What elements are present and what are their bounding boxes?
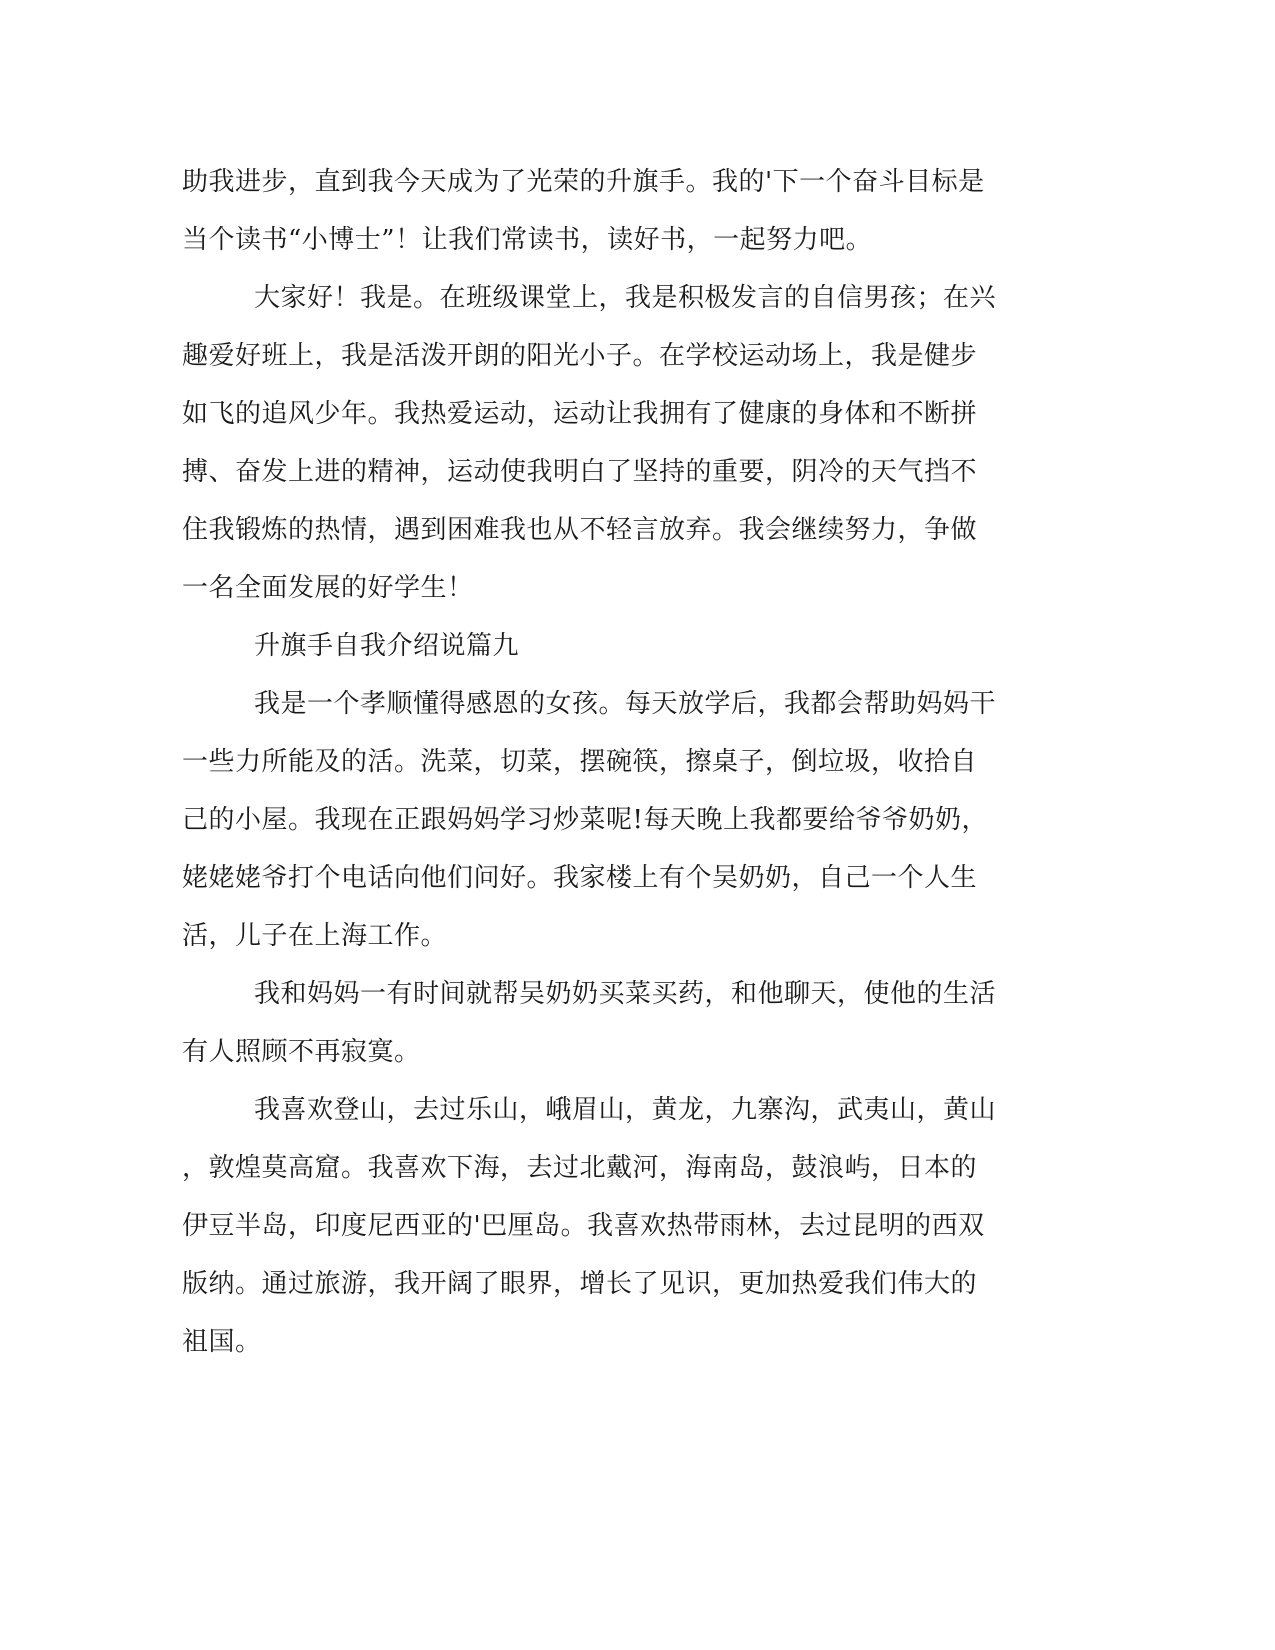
paragraph bbox=[182, 269, 1032, 617]
document-body bbox=[182, 153, 1032, 1371]
paragraph bbox=[182, 965, 1032, 1081]
text-line: 姥姥姥爷打个电话向他们问好。我家楼上有个吴奶奶，自己一个人生 bbox=[182, 863, 978, 893]
text-line: 住我锻炼的热情，遇到困难我也从不轻言放弃。我会继续努力，争做 bbox=[182, 515, 978, 545]
text-line: 如飞的追风少年。我热爱运动，运动让我拥有了健康的身体和不断拼 bbox=[182, 399, 978, 429]
text-line: 活，儿子在上海工作。 bbox=[182, 921, 448, 951]
text-line: 一名全面发展的好学生！ bbox=[182, 573, 474, 603]
text-line: 版纳。通过旅游，我开阔了眼界，增长了见识，更加热爱我们伟大的 bbox=[182, 1269, 978, 1299]
text-line: 搏、奋发上进的精神，运动使我明白了坚持的重要，阴冷的天气挡不 bbox=[182, 457, 978, 487]
text-line: 我是一个孝顺懂得感恩的女孩。每天放学后，我都会帮助妈妈干 bbox=[254, 689, 997, 719]
text-line: 有人照顾不再寂寞。 bbox=[182, 1037, 421, 1067]
text-line: 助我进步，直到我今天成为了光荣的升旗手。我的'下一个奋斗目标是 bbox=[182, 167, 985, 197]
text-line: 我和妈妈一有时间就帮吴奶奶买菜买药，和他聊天，使他的生活 bbox=[254, 979, 997, 1009]
paragraph bbox=[182, 675, 1032, 965]
text-line: 趣爱好班上，我是活泼开朗的阳光小子。在学校运动场上，我是健步 bbox=[182, 341, 978, 371]
text-line: 大家好！我是。在班级课堂上，我是积极发言的自信男孩；在兴 bbox=[254, 283, 997, 313]
text-line: 当个读书“小博士”！让我们常读书，读好书，一起努力吧。 bbox=[182, 225, 873, 255]
text-line: 己的小屋。我现在正跟妈妈学习炒菜呢!每天晚上我都要给爷爷奶奶， bbox=[182, 805, 988, 835]
text-line: 伊豆半岛，印度尼西亚的'巴厘岛。我喜欢热带雨林，去过昆明的西双 bbox=[182, 1211, 985, 1241]
text-line: ，敦煌莫高窟。我喜欢下海，去过北戴河，海南岛，鼓浪屿，日本的 bbox=[182, 1153, 978, 1183]
text-line: 我喜欢登山，去过乐山，峨眉山，黄龙，九寨沟，武夷山，黄山 bbox=[254, 1095, 997, 1125]
paragraph bbox=[182, 153, 1032, 269]
paragraph bbox=[182, 1081, 1032, 1371]
text-line: 一些力所能及的活。洗菜，切菜，摆碗筷，擦桌子，倒垃圾，收拾自 bbox=[182, 747, 978, 777]
section-heading: 升旗手自我介绍说篇九 bbox=[254, 631, 520, 661]
text-line: 祖国。 bbox=[182, 1327, 262, 1357]
